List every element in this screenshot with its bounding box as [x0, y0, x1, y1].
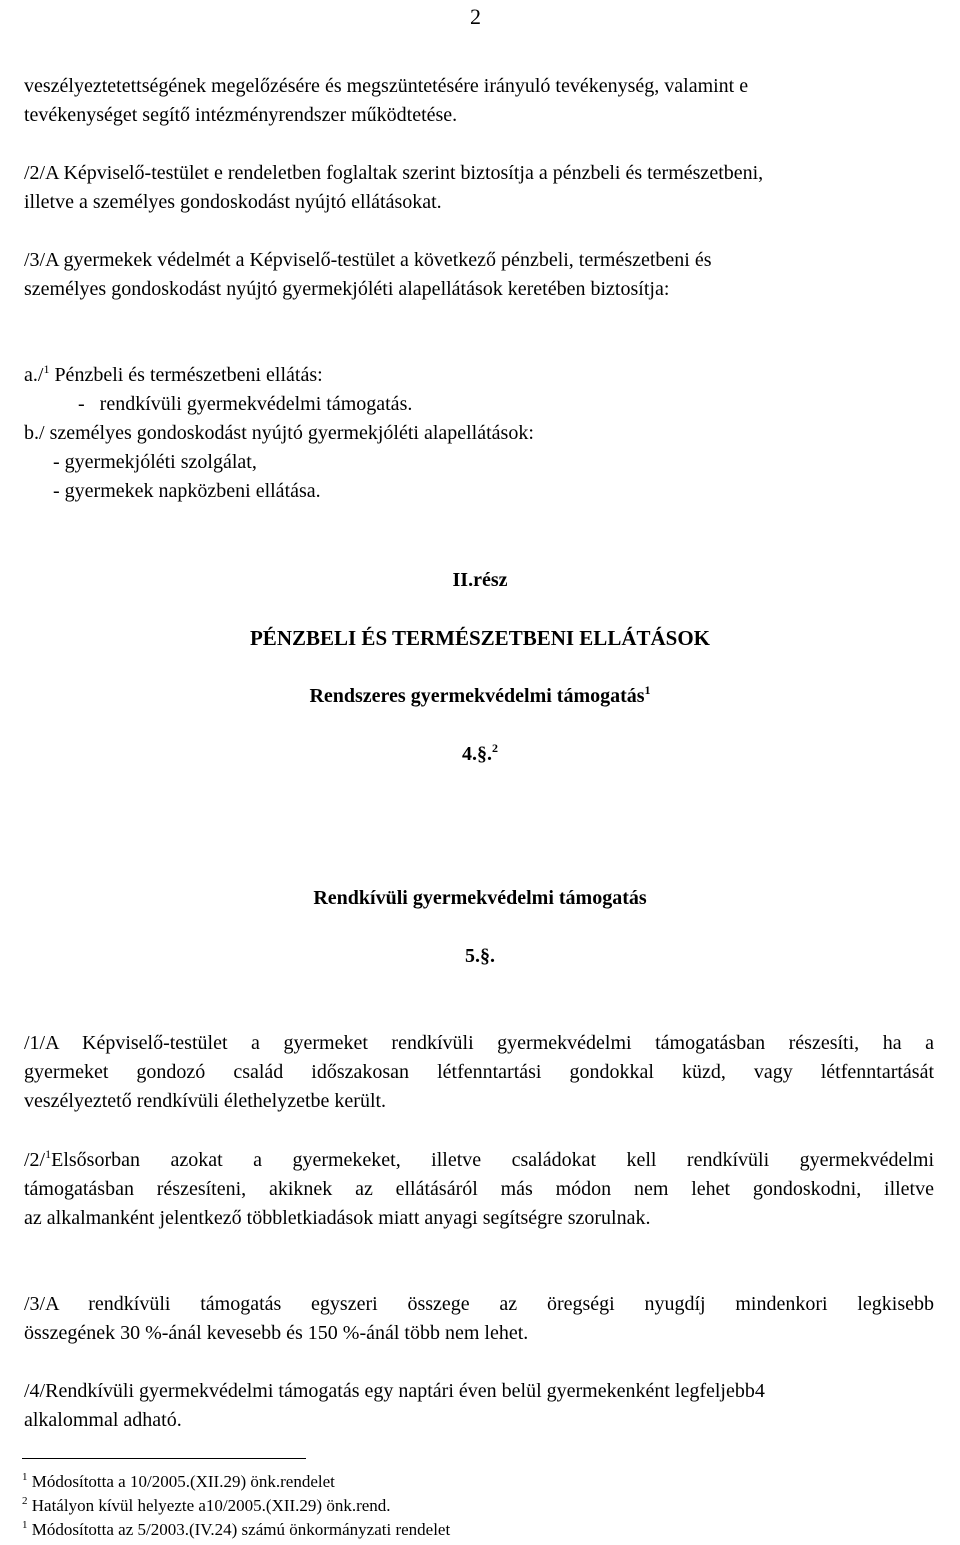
- footnote-1: [22, 1470, 335, 1494]
- intro-line-1: veszélyeztetettségének megelőzésére és megszüntetésére irányuló tevékenység, valamint e: [24, 75, 749, 97]
- s5p2-prefix: /2/: [24, 1149, 46, 1171]
- list-b-prefix: b./: [24, 422, 45, 444]
- footnote-separator: [22, 1458, 306, 1459]
- para2-line-1: /2/A Képviselő-testület e rendeletben foglaltak szerint biztosítja a pénzbeli és természetbeni,: [24, 162, 764, 184]
- footnote-number: 2: [22, 1495, 28, 1507]
- intro-line-2: tevékenységet segítő intézményrendszer működtetése.: [24, 104, 458, 126]
- para3-line-2: személyes gondoskodást nyújtó gyermekjóléti alapellátások keretében biztosítja:: [24, 278, 670, 300]
- s5p2-line-1: [24, 1146, 934, 1175]
- para3-line-1: /3/A gyermekek védelmét a Képviselő-testület a következő pénzbeli, természetbeni és: [24, 249, 712, 271]
- part-heading: II.rész: [452, 569, 508, 591]
- section-5-label: 5.§.: [465, 945, 495, 967]
- section-heading: PÉNZBELI ÉS TERMÉSZETBENI ELLÁTÁSOK: [249, 626, 711, 650]
- list-item-a: [24, 361, 323, 390]
- footnote-ref: 1: [644, 683, 651, 697]
- footnote-ref: 1: [45, 1147, 52, 1161]
- subheading-rendkivuli: Rendkívüli gyermekvédelmi támogatás: [313, 887, 647, 909]
- list-b-subitem-2: - gyermekek napközbeni ellátása.: [53, 480, 321, 502]
- subheading-rendszeres: [0, 682, 960, 711]
- list-a-subitem: - rendkívüli gyermekvédelmi támogatás.: [78, 393, 413, 415]
- s5p2-text: Elsősorban azokat a gyermekeket, illetve családokat kell rendkívüli gyermekvédelmi: [51, 1149, 934, 1171]
- s5p1-line-1: /1/A Képviselő-testület a gyermeket rendkívüli gyermekvédelmi támogatásban részesíti, ha a: [24, 1032, 934, 1054]
- list-item-b: [24, 419, 534, 448]
- list-a-prefix: a./: [24, 364, 44, 386]
- footnote-text: Hatályon kívül helyezte a10/2005.(XII.29) önk.rend.: [27, 1496, 391, 1515]
- list-b-text: személyes gondoskodást nyújtó gyermekjóléti alapellátások:: [44, 422, 534, 444]
- s5p3-line-1: /3/A rendkívüli támogatás egyszeri összege az öregségi nyugdíj mindenkori legkisebb: [24, 1293, 934, 1315]
- s5p4-line-2: alkalommal adható.: [24, 1409, 182, 1431]
- footnote-text: Módosította az 5/2003.(IV.24) számú önkormányzati rendelet: [27, 1520, 451, 1539]
- footnote-text: Módosította a 10/2005.(XII.29) önk.rendelet: [27, 1472, 335, 1491]
- footnote-ref: 1: [43, 362, 50, 376]
- footnote-2: [22, 1494, 391, 1518]
- s5p4-line-1: /4/Rendkívüli gyermekvédelmi támogatás egy naptári éven belül gyermekenként legfeljebb4: [24, 1380, 765, 1402]
- footnote-ref: 2: [492, 741, 498, 755]
- s5p1-line-3: veszélyeztető rendkívüli élethelyzetbe került.: [24, 1090, 387, 1112]
- footnote-number: 1: [22, 1519, 28, 1531]
- list-b-subitem-1: - gyermekjóléti szolgálat,: [53, 451, 257, 473]
- s5p1-line-2: gyermeket gondozó család időszakosan létfenntartási gondokkal küzd, vagy létfenntartását: [24, 1061, 934, 1083]
- s5p3-line-2: összegének 30 %-ánál kevesebb és 150 %-ánál több nem lehet.: [24, 1322, 529, 1344]
- section-4-label: [0, 740, 960, 769]
- subheading-rendszeres-title: Rendszeres gyermekvédelmi támogatás: [309, 685, 645, 707]
- para2-line-2: illetve a személyes gondoskodást nyújtó ellátásokat.: [24, 191, 442, 213]
- s5p2-line-2: támogatásban részesíteni, akiknek az ellátásáról más módon nem lehet gondoskodni, illetve: [24, 1178, 934, 1200]
- page-number: 2: [470, 4, 481, 29]
- section-4-text: 4.§.: [462, 743, 492, 765]
- footnote-number: 1: [22, 1471, 28, 1483]
- footnote-3: [22, 1518, 450, 1542]
- s5p2-line-3: az alkalmanként jelentkező többletkiadások miatt anyagi segítségre szorulnak.: [24, 1207, 651, 1229]
- list-a-text: Pénzbeli és természetbeni ellátás:: [49, 364, 323, 386]
